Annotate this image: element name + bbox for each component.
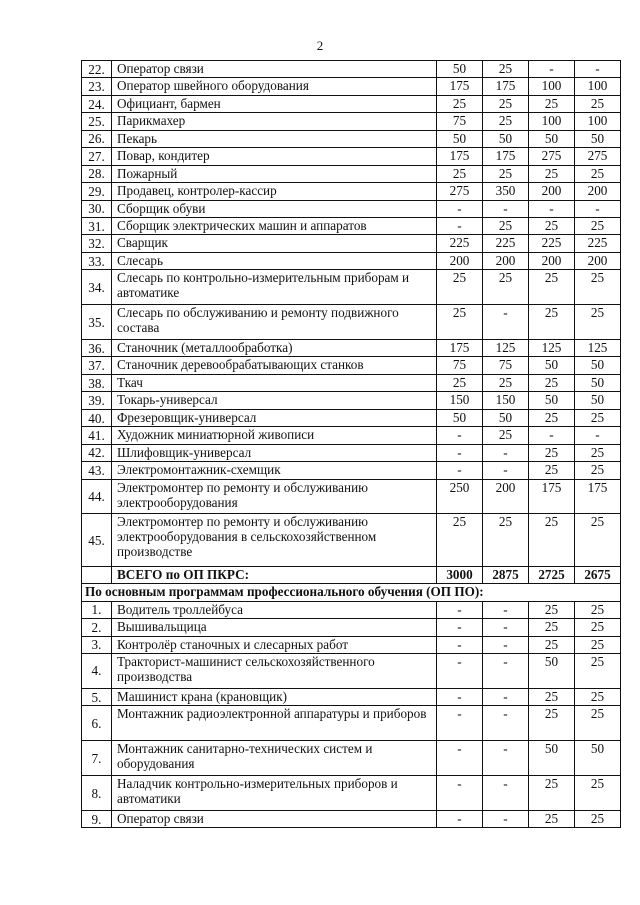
row-number: 39.: [82, 392, 112, 409]
value-cell: -: [483, 305, 529, 340]
profession-name: Сборщик обуви: [112, 200, 437, 217]
value-cell: 25: [575, 409, 621, 426]
value-cell: 150: [437, 392, 483, 409]
value-cell: -: [483, 444, 529, 461]
profession-name: Сварщик: [112, 235, 437, 252]
value-cell: -: [437, 688, 483, 705]
value-cell: 25: [483, 95, 529, 112]
value-cell: 25: [437, 514, 483, 566]
profession-name: Оператор связи: [112, 810, 437, 827]
value-cell: -: [437, 619, 483, 636]
row-number: 22.: [82, 61, 112, 78]
profession-name: Монтажник радиоэлектронной аппаратуры и приборов: [112, 706, 437, 741]
profession-name: Станочник деревообрабатывающих станков: [112, 357, 437, 374]
row-number: 7.: [82, 741, 112, 776]
row-number: 44.: [82, 479, 112, 514]
row-number: 24.: [82, 95, 112, 112]
value-cell: 25: [575, 462, 621, 479]
table-row: [82, 200, 621, 217]
value-cell: 25: [575, 305, 621, 340]
value-cell: 175: [483, 78, 529, 95]
value-cell: 200: [575, 252, 621, 269]
value-cell: -: [437, 217, 483, 234]
table-row: [82, 601, 621, 618]
section-header-row: [82, 584, 621, 601]
table-row: [82, 409, 621, 426]
value-cell: 25: [529, 619, 575, 636]
value-cell: 50: [575, 130, 621, 147]
value-cell: 100: [529, 78, 575, 95]
value-cell: 25: [575, 636, 621, 653]
value-cell: 25: [529, 462, 575, 479]
value-cell: 275: [437, 183, 483, 200]
value-cell: 25: [575, 601, 621, 618]
value-cell: -: [437, 741, 483, 776]
row-number: 37.: [82, 357, 112, 374]
value-cell: 25: [529, 514, 575, 566]
row-number: 41.: [82, 427, 112, 444]
row-number: 27.: [82, 148, 112, 165]
value-cell: 25: [529, 810, 575, 827]
profession-name: Монтажник санитарно-технических систем и оборудования: [112, 741, 437, 776]
table-row: [82, 165, 621, 182]
value-cell: 25: [575, 514, 621, 566]
table-row: [82, 810, 621, 827]
value-cell: 25: [483, 165, 529, 182]
row-number: 43.: [82, 462, 112, 479]
total-value: 2875: [483, 566, 529, 583]
table-row: [82, 270, 621, 305]
value-cell: -: [437, 200, 483, 217]
value-cell: 200: [483, 479, 529, 514]
value-cell: 25: [483, 374, 529, 391]
value-cell: 50: [529, 357, 575, 374]
value-cell: 25: [483, 514, 529, 566]
value-cell: 200: [483, 252, 529, 269]
table-row: [82, 252, 621, 269]
value-cell: -: [437, 444, 483, 461]
row-number: 25.: [82, 113, 112, 130]
value-cell: -: [483, 741, 529, 776]
value-cell: 100: [575, 113, 621, 130]
value-cell: 25: [529, 444, 575, 461]
programs-table: [81, 60, 621, 828]
profession-name: Сборщик электрических машин и аппаратов: [112, 217, 437, 234]
value-cell: 350: [483, 183, 529, 200]
value-cell: 50: [575, 357, 621, 374]
value-cell: 200: [529, 252, 575, 269]
profession-name: Официант, бармен: [112, 95, 437, 112]
row-number: 29.: [82, 183, 112, 200]
value-cell: -: [483, 636, 529, 653]
value-cell: 25: [575, 810, 621, 827]
value-cell: 25: [437, 165, 483, 182]
value-cell: 200: [437, 252, 483, 269]
row-number: 34.: [82, 270, 112, 305]
row-number: 26.: [82, 130, 112, 147]
value-cell: -: [575, 61, 621, 78]
table-row: [82, 392, 621, 409]
profession-name: Вышивальщица: [112, 619, 437, 636]
row-number: 31.: [82, 217, 112, 234]
row-number: 1.: [82, 601, 112, 618]
value-cell: 25: [529, 636, 575, 653]
table-row: [82, 619, 621, 636]
profession-name: Шлифовщик-универсал: [112, 444, 437, 461]
value-cell: 225: [483, 235, 529, 252]
value-cell: 25: [575, 619, 621, 636]
table-row: [82, 514, 621, 566]
row-number: 6.: [82, 706, 112, 741]
row-number: 32.: [82, 235, 112, 252]
value-cell: 25: [529, 217, 575, 234]
row-number: 30.: [82, 200, 112, 217]
total-label: ВСЕГО по ОП ПКРС:: [112, 566, 437, 583]
value-cell: -: [483, 653, 529, 688]
table-row: [82, 462, 621, 479]
value-cell: 50: [575, 741, 621, 776]
value-cell: -: [483, 810, 529, 827]
table-row: [82, 95, 621, 112]
row-number: 2.: [82, 619, 112, 636]
profession-name: Электромонтер по ремонту и обслуживанию электрооборудования в сельскохозяйственном производстве: [112, 514, 437, 566]
value-cell: 25: [529, 305, 575, 340]
table-row: [82, 427, 621, 444]
row-number: 8.: [82, 776, 112, 811]
total-value: 3000: [437, 566, 483, 583]
value-cell: 150: [483, 392, 529, 409]
value-cell: 25: [529, 270, 575, 305]
row-number: 33.: [82, 252, 112, 269]
row-number: 45.: [82, 514, 112, 566]
value-cell: 50: [529, 741, 575, 776]
value-cell: 25: [575, 653, 621, 688]
profession-name: Водитель троллейбуса: [112, 601, 437, 618]
row-number: 9.: [82, 810, 112, 827]
value-cell: 25: [437, 95, 483, 112]
value-cell: -: [575, 427, 621, 444]
table-row: [82, 148, 621, 165]
profession-name: Слесарь: [112, 252, 437, 269]
value-cell: 100: [575, 78, 621, 95]
value-cell: 25: [437, 305, 483, 340]
table-row: [82, 444, 621, 461]
value-cell: -: [483, 601, 529, 618]
profession-name: Тракторист-машинист сельскохозяйственного производства: [112, 653, 437, 688]
table-row: [82, 113, 621, 130]
profession-name: Токарь-универсал: [112, 392, 437, 409]
value-cell: 25: [483, 270, 529, 305]
value-cell: 175: [529, 479, 575, 514]
value-cell: 125: [575, 340, 621, 357]
table-row: [82, 217, 621, 234]
value-cell: 25: [529, 165, 575, 182]
value-cell: -: [529, 61, 575, 78]
profession-name: Наладчик контрольно-измерительных приборов и автоматики: [112, 776, 437, 811]
row-number: 35.: [82, 305, 112, 340]
value-cell: 275: [575, 148, 621, 165]
value-cell: 25: [483, 217, 529, 234]
value-cell: 175: [437, 340, 483, 357]
table-row: [82, 653, 621, 688]
value-cell: 25: [575, 270, 621, 305]
row-number: 36.: [82, 340, 112, 357]
profession-name: Станочник (металлообработка): [112, 340, 437, 357]
value-cell: -: [437, 706, 483, 741]
value-cell: -: [437, 601, 483, 618]
page-number: 2: [316, 38, 324, 53]
total-value: 2675: [575, 566, 621, 583]
table-row: [82, 776, 621, 811]
profession-name: Художник миниатюрной живописи: [112, 427, 437, 444]
table-row: [82, 636, 621, 653]
value-cell: 25: [529, 688, 575, 705]
table-row: [82, 741, 621, 776]
profession-name: Электромонтажник-схемщик: [112, 462, 437, 479]
value-cell: -: [483, 462, 529, 479]
value-cell: 200: [575, 183, 621, 200]
value-cell: 25: [575, 165, 621, 182]
value-cell: 25: [575, 706, 621, 741]
value-cell: 25: [529, 706, 575, 741]
row-number: 4.: [82, 653, 112, 688]
value-cell: 75: [437, 357, 483, 374]
row-number: 42.: [82, 444, 112, 461]
profession-name: Машинист крана (крановщик): [112, 688, 437, 705]
row-number: 28.: [82, 165, 112, 182]
table-row: [82, 130, 621, 147]
value-cell: 50: [437, 130, 483, 147]
value-cell: -: [529, 427, 575, 444]
value-cell: 25: [483, 427, 529, 444]
table-row: [82, 706, 621, 741]
value-cell: 175: [575, 479, 621, 514]
value-cell: 125: [483, 340, 529, 357]
value-cell: 25: [529, 601, 575, 618]
table-row: [82, 61, 621, 78]
value-cell: 25: [437, 270, 483, 305]
value-cell: 50: [529, 392, 575, 409]
table-row: [82, 479, 621, 514]
value-cell: 75: [437, 113, 483, 130]
table-row: [82, 235, 621, 252]
profession-name: Оператор связи: [112, 61, 437, 78]
value-cell: -: [483, 776, 529, 811]
row-number: 38.: [82, 374, 112, 391]
value-cell: 25: [437, 374, 483, 391]
value-cell: 25: [529, 95, 575, 112]
value-cell: 225: [437, 235, 483, 252]
table-row: [82, 340, 621, 357]
table-row: [82, 78, 621, 95]
value-cell: -: [575, 200, 621, 217]
value-cell: 25: [575, 217, 621, 234]
value-cell: 225: [575, 235, 621, 252]
value-cell: 100: [529, 113, 575, 130]
value-cell: 25: [483, 113, 529, 130]
value-cell: 175: [437, 78, 483, 95]
value-cell: -: [437, 653, 483, 688]
value-cell: -: [483, 688, 529, 705]
value-cell: 175: [483, 148, 529, 165]
value-cell: 50: [483, 130, 529, 147]
value-cell: 125: [529, 340, 575, 357]
value-cell: -: [483, 706, 529, 741]
profession-name: Оператор швейного оборудования: [112, 78, 437, 95]
value-cell: 50: [529, 653, 575, 688]
value-cell: -: [529, 200, 575, 217]
value-cell: -: [437, 636, 483, 653]
value-cell: -: [437, 462, 483, 479]
total-value: 2725: [529, 566, 575, 583]
profession-name: Парикмахер: [112, 113, 437, 130]
row-number: 40.: [82, 409, 112, 426]
value-cell: 50: [437, 409, 483, 426]
value-cell: 175: [437, 148, 483, 165]
profession-name: Электромонтер по ремонту и обслуживанию электрооборудования: [112, 479, 437, 514]
row-number: 5.: [82, 688, 112, 705]
value-cell: 75: [483, 357, 529, 374]
table-row: [82, 305, 621, 340]
section-title: По основным программам профессионального обучения (ОП ПО):: [82, 584, 621, 601]
table-row: [82, 357, 621, 374]
value-cell: -: [437, 810, 483, 827]
value-cell: 50: [529, 130, 575, 147]
value-cell: 25: [575, 444, 621, 461]
value-cell: 275: [529, 148, 575, 165]
profession-name: Ткач: [112, 374, 437, 391]
value-cell: 225: [529, 235, 575, 252]
profession-name: Повар, кондитер: [112, 148, 437, 165]
profession-name: Фрезеровщик-универсал: [112, 409, 437, 426]
profession-name: Пекарь: [112, 130, 437, 147]
value-cell: 250: [437, 479, 483, 514]
profession-name: Продавец, контролер-кассир: [112, 183, 437, 200]
profession-name: Контролёр станочных и слесарных работ: [112, 636, 437, 653]
profession-name: Слесарь по контрольно-измерительным приборам и автоматике: [112, 270, 437, 305]
value-cell: 200: [529, 183, 575, 200]
table-row: [82, 688, 621, 705]
row-number: 3.: [82, 636, 112, 653]
value-cell: 50: [575, 374, 621, 391]
value-cell: 25: [483, 61, 529, 78]
value-cell: -: [437, 776, 483, 811]
value-cell: 25: [529, 374, 575, 391]
profession-name: Пожарный: [112, 165, 437, 182]
value-cell: 25: [529, 776, 575, 811]
value-cell: -: [483, 619, 529, 636]
value-cell: 50: [575, 392, 621, 409]
profession-name: Слесарь по обслуживанию и ремонту подвижного состава: [112, 305, 437, 340]
value-cell: -: [483, 200, 529, 217]
value-cell: -: [437, 427, 483, 444]
table-row: [82, 183, 621, 200]
total-number-cell: [82, 566, 112, 583]
value-cell: 50: [437, 61, 483, 78]
value-cell: 25: [575, 776, 621, 811]
table-row: [82, 374, 621, 391]
row-number: 23.: [82, 78, 112, 95]
value-cell: 50: [483, 409, 529, 426]
value-cell: 25: [529, 409, 575, 426]
total-row: [82, 566, 621, 583]
value-cell: 25: [575, 95, 621, 112]
value-cell: 25: [575, 688, 621, 705]
